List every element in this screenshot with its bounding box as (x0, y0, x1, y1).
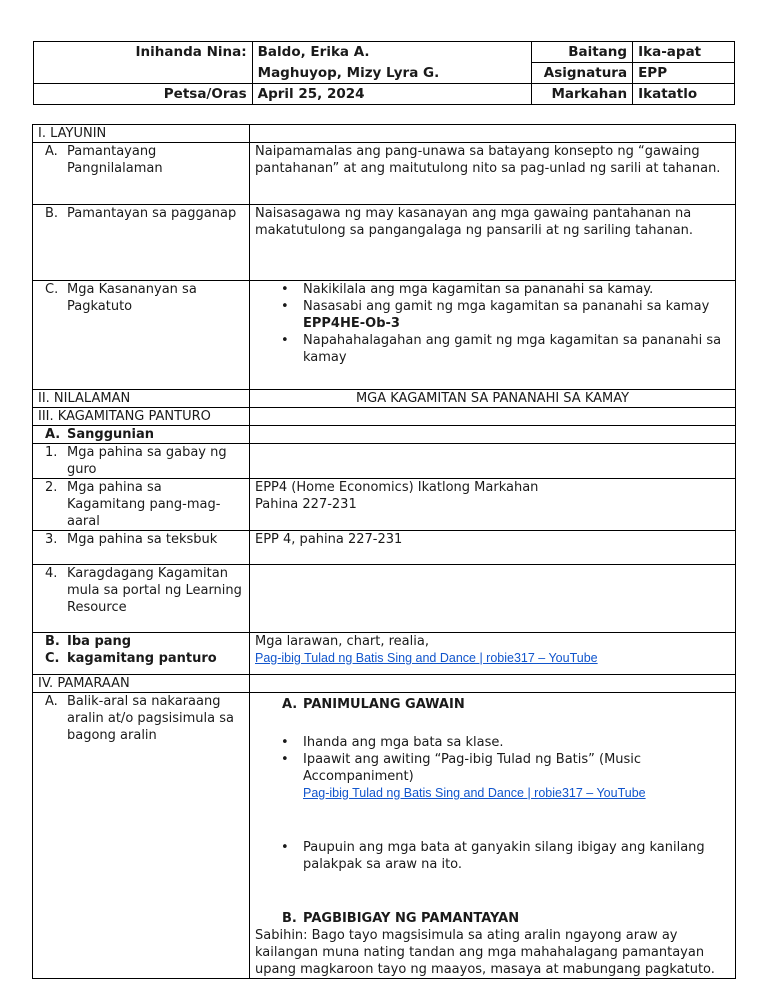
prepared-by-name-1: Baldo, Erika A. (252, 42, 531, 63)
prepared-by-label: Inihanda Nina: (34, 42, 253, 63)
ref-4-blank (250, 565, 736, 633)
other-materials-content (250, 633, 736, 675)
procedure-a-label (33, 693, 250, 979)
ref-1-num: 1. (45, 445, 58, 460)
header-table (33, 41, 735, 105)
sanggunian-text: Sanggunian (67, 427, 154, 442)
objective-1: • Nakikilala ang mga kagamitan sa pananahi sa kamay. (303, 281, 730, 298)
other-materials-label (33, 633, 250, 675)
heading-panimula-num: A. (282, 697, 298, 712)
step-2: • Ipaawit ang awiting “Pag-ibig Tulad ng Batis” (Music Accompaniment) (303, 751, 730, 785)
sanggunian-num: A. (45, 427, 61, 442)
quarter-label: Markahan (532, 84, 633, 105)
row-c-label (33, 281, 250, 390)
row-c-num: C. (45, 282, 59, 297)
ref-3-num: 3. (45, 532, 58, 547)
sanggunian-label (33, 426, 250, 444)
row-a-num: A. (45, 144, 58, 159)
date-label: Petsa/Oras (34, 84, 253, 105)
other-materials-line: Mga larawan, chart, realia, (255, 634, 429, 649)
section-kagamitan-blank (250, 408, 736, 426)
procedure-a-num: A. (45, 694, 58, 709)
prepared-by-name-2: Maghuyop, Mizy Lyra G. (252, 63, 531, 84)
heading-pamantayan (255, 910, 730, 927)
section-kagamitan-title: III. KAGAMITANG PANTURO (33, 408, 250, 426)
youtube-link-materials[interactable]: Pag-ibig Tulad ng Batis Sing and Dance | robie317 – YouTube (255, 651, 598, 665)
subject-label: Asignatura (532, 63, 633, 84)
step-3: • Paupuin ang mga bata at ganyakin silang ibigay ang kanilang palakpak sa araw na ito. (303, 839, 730, 873)
heading-pamantayan-num: B. (282, 911, 297, 926)
ref-2-content (250, 479, 736, 531)
ref-3-label (33, 531, 250, 565)
ref-2-label (33, 479, 250, 531)
row-b-content: Naisasagawa ng may kasanayan ang mga gawaing pantahanan na makatutulong sa pangangalaga ng pansarili at ng sariling tahanan. (250, 205, 736, 281)
section-nilalaman-content: MGA KAGAMITAN SA PANANAHI SA KAMAY (250, 390, 736, 408)
procedure-a-text: Balik-aral sa nakaraang aralin at/o pagsisimula sa bagong aralin (67, 694, 234, 743)
other-b-num: B. (45, 634, 60, 649)
date-value: April 25, 2024 (252, 84, 531, 105)
ref-3-text: Mga pahina sa teksbuk (67, 532, 218, 547)
row-a-content: Naipamamalas ang pang-unawa sa batayang konsepto ng “gawaing pantahanan” at ang maitutulong nito sa pag-unlad ng sarili at tahanan. (250, 143, 736, 205)
step-1: • Ihanda ang mga bata sa klase. (303, 734, 730, 751)
ref-1-blank (250, 444, 736, 479)
ref-2-text: Mga pahina sa Kagamitang pang-mag- aaral (67, 480, 221, 529)
row-b-label (33, 205, 250, 281)
heading-pamantayan-text: PAGBIBIGAY NG PAMANTAYAN (303, 911, 520, 926)
row-c-content (250, 281, 736, 390)
section-layunin-title: I. LAYUNIN (33, 125, 250, 143)
objective-2: • Nasasabi ang gamit ng mga kagamitan sa pananahi sa kamay (303, 298, 730, 315)
sanggunian-blank (250, 426, 736, 444)
subject-value: EPP (633, 63, 735, 84)
row-a-label (33, 143, 250, 205)
section-layunin-blank (250, 125, 736, 143)
quarter-value: Ikatatlo (633, 84, 735, 105)
ref-3-content: EPP 4, pahina 227-231 (250, 531, 736, 565)
grade-value: Ika-apat (633, 42, 735, 63)
procedure-a-content (250, 693, 736, 979)
lesson-plan-table (32, 124, 736, 979)
pamantayan-paragraph: Sabihin: Bago tayo magsisimula sa ating aralin ngayong araw ay kailangan muna nating tandan ang mga mahahalagang pamantayan upang magkaroon tayo ng maayos, masaya at mabungang pagkatuto. (255, 928, 715, 977)
ref-2-line-2: Pahina 227-231 (255, 497, 357, 512)
ref-4-label (33, 565, 250, 633)
section-pamaraan-title: IV. PAMARAAN (33, 675, 250, 693)
objective-3: • Napahahalagahan ang gamit ng mga kagamitan sa pananahi sa kamay (303, 332, 730, 366)
grade-label: Baitang (532, 42, 633, 63)
other-c-text: kagamitang panturo (67, 651, 217, 666)
prepared-by-spacer (34, 63, 253, 84)
row-b-num: B. (45, 206, 59, 221)
section-pamaraan-blank (250, 675, 736, 693)
ref-4-num: 4. (45, 566, 58, 581)
heading-panimula-text: PANIMULANG GAWAIN (303, 697, 465, 712)
ref-2-line-1: EPP4 (Home Economics) Ikatlong Markahan (255, 480, 539, 495)
ref-1-text: Mga pahina sa gabay ng guro (67, 445, 227, 477)
other-c-num: C. (45, 651, 60, 666)
competency-code: EPP4HE-Ob-3 (303, 316, 400, 331)
row-c-text: Mga Kasananyan sa Pagkatuto (67, 282, 197, 314)
ref-2-num: 2. (45, 480, 58, 495)
row-b-text: Pamantayan sa pagganap (67, 206, 237, 221)
ref-4-text: Karagdagang Kagamitan mula sa portal ng Learning Resource (67, 566, 242, 615)
section-nilalaman-title: II. NILALAMAN (33, 390, 250, 408)
youtube-link-song[interactable]: Pag-ibig Tulad ng Batis Sing and Dance | robie317 – YouTube (303, 786, 646, 800)
ref-1-label (33, 444, 250, 479)
row-a-text: Pamantayang Pangnilalaman (67, 144, 163, 176)
heading-panimula (255, 696, 730, 713)
other-b-text: Iba pang (67, 634, 132, 649)
